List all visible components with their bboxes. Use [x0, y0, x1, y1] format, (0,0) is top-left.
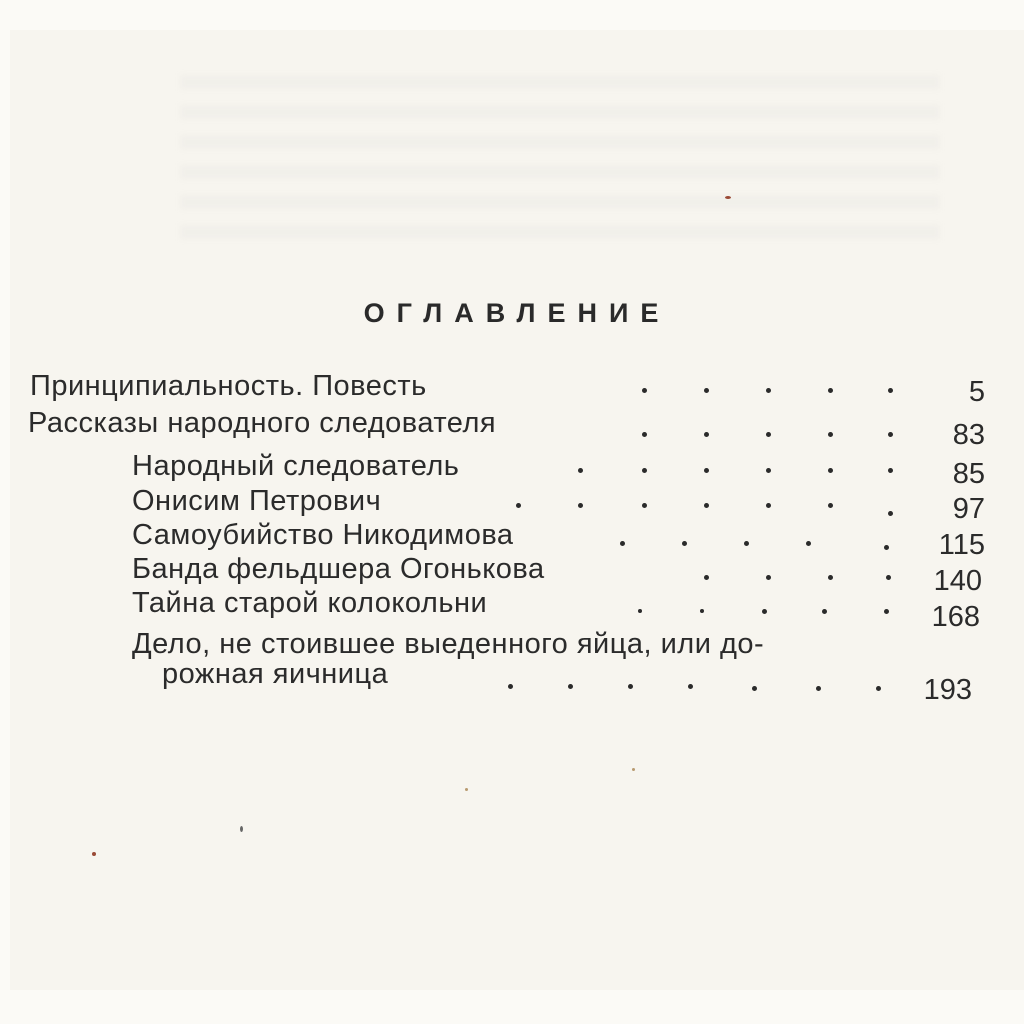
- leader-dot: [828, 503, 833, 508]
- toc-entry: [0, 448, 1024, 490]
- toc-entry: [0, 517, 1024, 561]
- leader-dot: [828, 388, 833, 393]
- leader-dot: [884, 609, 889, 614]
- toc-entry-title: Народный следователь: [132, 450, 460, 482]
- leader-dot: [766, 468, 771, 473]
- leader-dot: [888, 432, 893, 437]
- leader-dot: [516, 503, 521, 508]
- leader-dot: [578, 503, 583, 508]
- leader-dot: [700, 609, 704, 613]
- leader-dot: [886, 575, 891, 580]
- toc-entry: [0, 405, 1024, 451]
- leader-dot: [744, 541, 749, 546]
- leader-dot: [704, 388, 709, 393]
- toc-entry: [0, 368, 1024, 408]
- leader-dot: [766, 432, 771, 437]
- leader-dot: [876, 686, 881, 691]
- leader-dot: [688, 684, 693, 689]
- toc-entry-page: 193: [923, 674, 972, 706]
- leader-dot: [888, 511, 893, 516]
- leader-dot: [638, 609, 642, 613]
- toc-entry-page: 115: [938, 529, 985, 561]
- leader-dot: [578, 468, 583, 473]
- toc-entry: [0, 483, 1024, 525]
- toc-entry: [0, 585, 1024, 633]
- leader-dot: [806, 541, 811, 546]
- toc-entry-continuation-text: рожная яичница: [162, 658, 389, 690]
- toc-entry-page: 140: [933, 565, 982, 597]
- leader-dot: [822, 609, 827, 614]
- leader-dot: [628, 684, 633, 689]
- toc-entry: [0, 622, 1024, 658]
- leader-dot: [620, 541, 625, 546]
- leader-dot: [642, 468, 647, 473]
- toc-entry-page: 168: [931, 601, 980, 633]
- leader-dot: [568, 684, 573, 689]
- leader-dot: [642, 432, 647, 437]
- toc-entry-page: 85: [952, 458, 985, 490]
- toc-entry: [0, 551, 1024, 597]
- leader-dot: [888, 388, 893, 393]
- toc-entry-title: Тайна старой колокольни: [132, 587, 488, 619]
- toc-entry-title: Принципиальность. Повесть: [30, 370, 427, 402]
- toc-entry-page: 5: [968, 376, 985, 408]
- leader-dot: [704, 468, 709, 473]
- leader-dot: [508, 684, 513, 689]
- leader-dot: [762, 609, 767, 614]
- toc-entry-title: Банда фельдшера Огонькова: [132, 553, 545, 585]
- leader-dot: [752, 686, 757, 691]
- leader-dot: [766, 575, 771, 580]
- leader-dot: [816, 686, 821, 691]
- leader-dot: [888, 468, 893, 473]
- leader-dot: [682, 541, 687, 546]
- toc-entry-page: 83: [952, 419, 985, 451]
- leader-dot: [828, 468, 833, 473]
- toc-entry-continuation: [0, 656, 1024, 706]
- toc-entry-page: 97: [952, 493, 985, 525]
- leader-dot: [828, 432, 833, 437]
- leader-dot: [642, 388, 647, 393]
- leader-dot: [704, 503, 709, 508]
- toc-entry-title: Рассказы народного следователя: [28, 407, 497, 439]
- leader-dot: [704, 432, 709, 437]
- toc-entry-title: Самоубийство Никодимова: [132, 519, 514, 551]
- toc-heading: ОГЛАВЛЕНИЕ: [363, 298, 671, 328]
- leader-dot: [642, 503, 647, 508]
- leader-dot: [766, 388, 771, 393]
- leader-dot: [766, 503, 771, 508]
- leader-dot: [704, 575, 709, 580]
- toc-entry-title: Дело, не стоившее выеденного яйца, или до-: [132, 628, 765, 660]
- toc-entry-title: Онисим Петрович: [132, 485, 382, 517]
- leader-dot: [884, 545, 889, 550]
- leader-dot: [828, 575, 833, 580]
